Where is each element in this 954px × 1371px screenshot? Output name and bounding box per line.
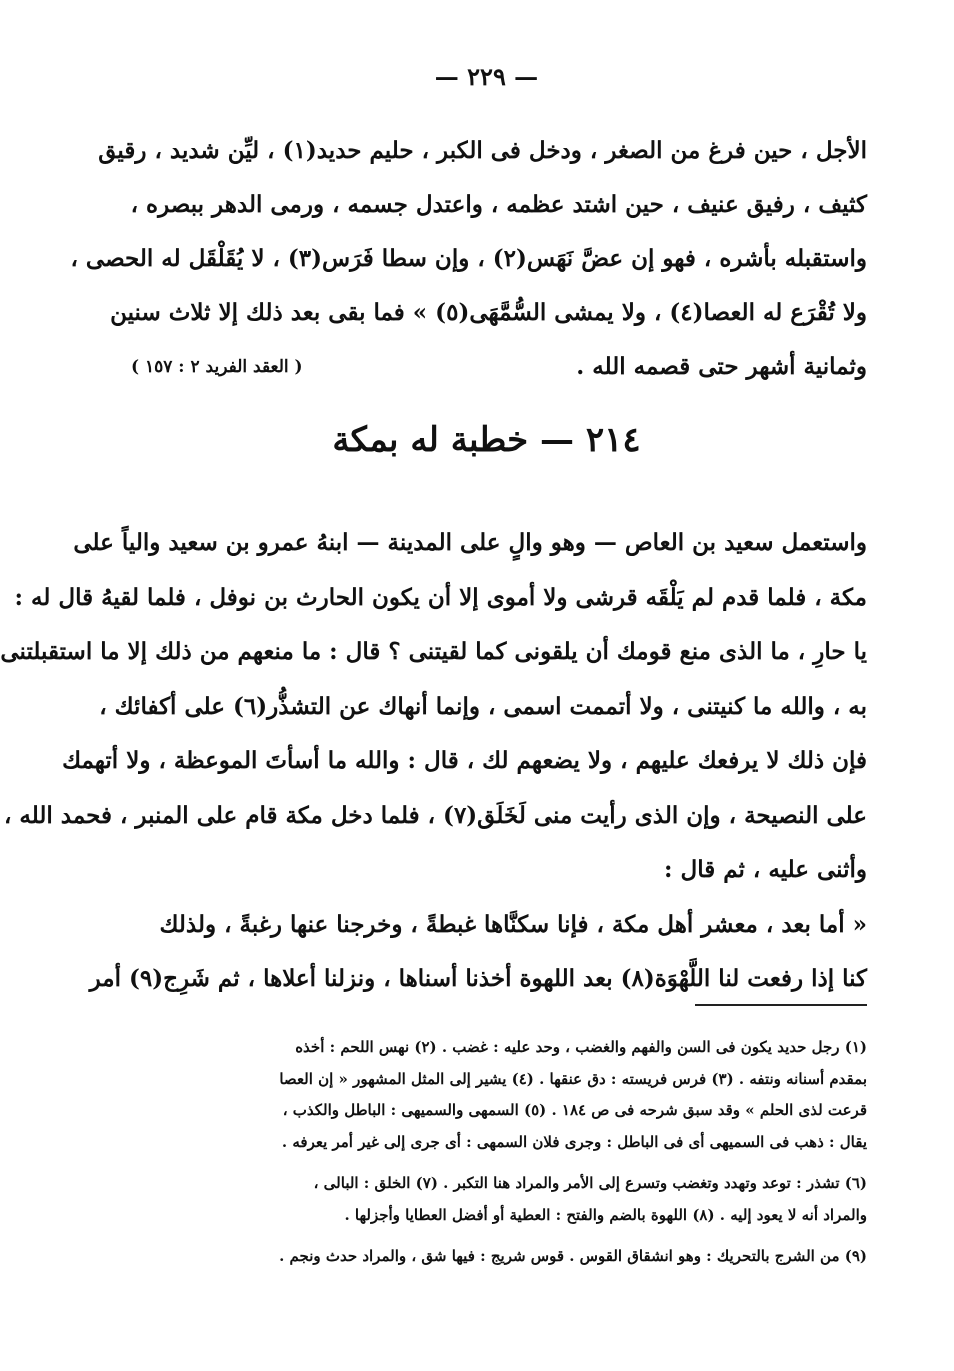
source-citation: ( العقد الفريد ٢ : ١٥٧ ): [131, 357, 303, 377]
last-line-with-citation: [131, 340, 867, 394]
text-line: يا حارِ ، ما الذى منع قومك أن يلقونى كما لقيتنى ؟ قال : ما منعهم من ذلك إلا ما استقبلتنى: [0, 638, 867, 665]
text-line: « أما بعد ، معشر أهل مكة ، فإنا سكنَّاها غبطةً ، وخرجنا عنها رغبةً ، ولذلك: [159, 910, 867, 938]
text-line: واستعمل سعيد بن العاص — وهو والٍ على المدينة — ابنهُ عمرو بن سعيد والياً على: [73, 529, 867, 556]
text-line: الأجل ، حين فرغ من الصغر ، ودخل فى الكبر ، حليم حديد(١) ، ليِّن شديد ، رقيق: [98, 137, 867, 164]
footnotes: [131, 1032, 867, 1273]
section-title: ٢١٤ — خطبة له بمكة: [332, 420, 641, 460]
text-line: به ، والله ما كنيتنى ، ولا أتممت اسمى ، وإنما أنهاك عن التشذُّر(٦) على أكفائك ،: [99, 692, 867, 720]
text-line: على النصيحة ، وإن الذى رأيت منى لَخَلَق(٧) ، فلما دخل مكة قام على المنبر ، فحمد الله ،: [3, 801, 867, 829]
text-line: وثمانية أشهر حتى قصمه الله .: [576, 353, 867, 380]
footnote-line: (١) رجل حديد يكون فى السن والفهم والغضب ، وحد عليه : غضب . (٢) نهس اللحم : أخذه: [295, 1038, 867, 1056]
footnote-line: يقال : ذهب فى السميهى أى فى الباطل : وجرى فلان السمهى : أى جرى إلى غير أمر يعرفه .: [281, 1132, 867, 1151]
main-paragraph: [0, 516, 867, 1007]
top-paragraph: [70, 124, 867, 394]
footnote-line: والمراد أنه لا يعود إليه . (٨) اللهوة بالضم والفتح : العطية أو أفضل العطايا وأجزلها .: [344, 1205, 867, 1224]
text-line: كنا إذا رفعت لنا اللَّهْوَة(٨) بعد اللهوة أخذنا أسناها ، ونزلنا أعلاها ، ثم شَرِج(٩) أمر: [89, 965, 867, 992]
text-line: واستقبله بأشره ، فهو إن عضَّ نَهَس(٢) ، وإن سطا فَرَس(٣) ، لا يُقَلْقَل له الحصى ،: [70, 245, 867, 272]
text-line: ولا تُقْرَع له العصا(٤) ، ولا يمشى السُّمَّهَى(٥) » فما بقى بعد ذلك إلا ثلاث سنين: [110, 299, 867, 326]
page-number: — ٢٢٩ —: [434, 62, 539, 91]
text-line: فإن ذلك لا يرفعك عليهم ، ولا يضعهم لك ، قال : والله ما أسأتَ الموعظة ، ولا أتهمك: [62, 747, 867, 774]
footnote-line: قرعت لذى الحلم » وقد سبق شرحه فى ص ١٨٤ . (٥) السمهى والسميهى : الباطل والكذب ،: [282, 1101, 867, 1119]
footnote-line: (٩) من الشرج بالتحريك : وهو انشقاق القوس . قوس شريج : فيها شق ، والمراد حدث ونجم .: [279, 1247, 867, 1265]
footnote-line: بمقدم أسنانه ونتفه . (٣) فرس فريسته : دق عنقها . (٤) يشير إلى المثل المشهور « إن العصا: [279, 1069, 867, 1088]
footnote-divider: [695, 1004, 867, 1006]
footnote-line: (٦) تشذر : توعد وتهدد وتغضب وتسرع إلى الأمر والمراد هنا التكبر . (٧) الخلق : البالى ،: [313, 1174, 867, 1192]
text-line: كثيف ، رفيق عنيف ، حين اشتد عظمه ، واعتدل جسمه ، ورمى الدهر ببصره ،: [130, 191, 867, 218]
text-line: وأثنى عليه ، ثم قال :: [664, 856, 867, 883]
text-line: مكة ، فلما قدم لم يَلْقَه قرشى ولا أموى إلا أن يكون الحارث بن نوفل ، فلما لقيهُ قال له :: [14, 583, 867, 611]
